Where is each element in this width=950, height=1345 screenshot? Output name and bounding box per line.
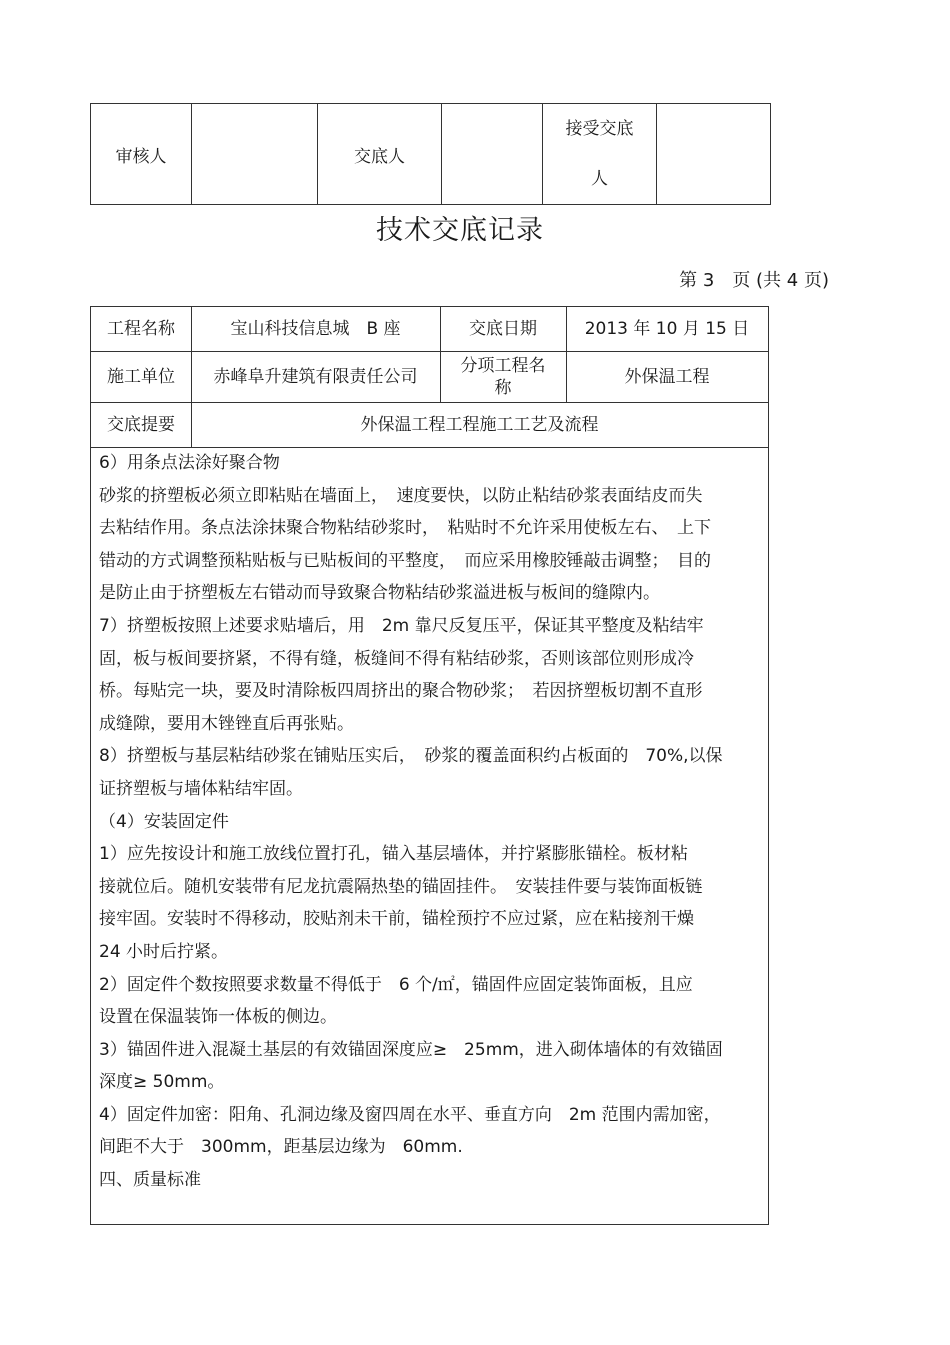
body-line: 3）锚固件进入混凝土基层的有效锚固深度应≥ 25mm，进入砌体墙体的有效锚固 — [99, 1039, 723, 1060]
sub-project-label-line1: 分项工程名 — [460, 356, 546, 376]
discloser-label: 交底人 — [318, 104, 442, 205]
body-line: 深度≥ 50mm。 — [99, 1072, 225, 1093]
body-line: 四、质量标准 — [99, 1170, 201, 1191]
body-line: （4）安装固定件 — [99, 811, 229, 832]
summary-row — [91, 403, 768, 448]
body-line: 设置在保温装饰一体板的侧边。 — [99, 1007, 337, 1028]
receiver-label-line1: 接受交底 — [565, 119, 634, 139]
sub-project-value: 外保温工程 — [624, 367, 710, 387]
body-line: 6）用条点法涂好聚合物 — [99, 453, 280, 473]
sub-project-label-line2: 称 — [494, 378, 512, 398]
contractor-value: 赤峰阜升建筑有限责任公司 — [191, 352, 441, 402]
body-line: 证挤塑板与墙体粘结牢固。 — [99, 778, 303, 799]
date-value: 2013 年 10 月 15 日 — [584, 319, 750, 339]
project-name-value: 宝山科技信息城 B 座 — [191, 307, 441, 351]
project-row — [91, 307, 768, 352]
receiver-value — [657, 104, 771, 205]
page-number: 第 3 页 (共 4 页) — [679, 270, 829, 291]
summary-value: 外保温工程工程施工工艺及流程 — [360, 415, 599, 435]
body-line: 4）固定件加密：阳角、孔洞边缘及窗四周在水平、垂直方向 2m 范围内需加密， — [99, 1104, 721, 1125]
date-label: 交底日期 — [440, 307, 567, 351]
signature-table — [90, 103, 771, 205]
reviewer-label: 审核人 — [91, 104, 192, 205]
body-line: 成缝隙，要用木锉锉直后再张贴。 — [99, 713, 354, 734]
body-line: 接牢固。安装时不得移动，胶贴剂未干前，锚栓预拧不应过紧，应在粘接剂干燥 — [99, 909, 694, 930]
discloser-value — [442, 104, 543, 205]
body-line: 固，板与板间要挤紧，不得有缝，板缝间不得有粘结砂浆，否则该部位则形成冷 — [99, 648, 694, 669]
project-name-label: 工程名称 — [91, 307, 192, 351]
contractor-row — [91, 352, 768, 403]
body-line: 7）挤塑板按照上述要求贴墙后，用 2m 靠尺反复压平，保证其平整度及粘结牢 — [99, 615, 704, 636]
contractor-label: 施工单位 — [91, 352, 192, 402]
body-line: 间距不大于 300mm，距基层边缘为 60mm. — [99, 1137, 463, 1158]
body-line: 接就位后。随机安装带有尼龙抗震隔热垫的锚固挂件。 安装挂件要与装饰面板链 — [99, 876, 703, 897]
body-line: 去粘结作用。条点法涂抹聚合物粘结砂浆时， 粘贴时不允许采用使板左右、 上下 — [99, 518, 711, 539]
disclosure-body — [99, 447, 762, 1197]
receiver-label-line2: 人 — [591, 169, 608, 189]
receiver-label — [543, 104, 657, 205]
reviewer-value — [192, 104, 318, 205]
body-line: 错动的方式调整预粘贴板与已贴板间的平整度， 而应采用橡胶锤敲击调整； 目的 — [99, 550, 711, 571]
document-title: 技术交底记录 — [376, 215, 544, 246]
body-line: 24 小时后拧紧。 — [99, 941, 229, 962]
body-line: 是防止由于挤塑板左右错动而导致聚合物粘结砂浆溢进板与板间的缝隙内。 — [99, 583, 660, 604]
body-line: 桥。每贴完一块，要及时清除板四周挤出的聚合物砂浆； 若因挤塑板切割不直形 — [99, 681, 703, 702]
body-line: 砂浆的挤塑板必须立即粘贴在墙面上， 速度要快，以防止粘结砂浆表面结皮而失 — [99, 485, 703, 506]
sub-project-label — [440, 352, 567, 402]
body-line: 1）应先按设计和施工放线位置打孔，锚入基层墙体，并拧紧膨胀锚栓。板材粘 — [99, 844, 688, 865]
body-line: 2）固定件个数按照要求数量不得低于 6 个/㎡，锚固件应固定装饰面板，且应 — [99, 974, 693, 995]
body-line: 8）挤塑板与基层粘结砂浆在铺贴压实后， 砂浆的覆盖面积约占板面的 70%,以保 — [99, 746, 723, 767]
summary-label: 交底提要 — [91, 403, 192, 447]
disclosure-table — [90, 306, 769, 1225]
